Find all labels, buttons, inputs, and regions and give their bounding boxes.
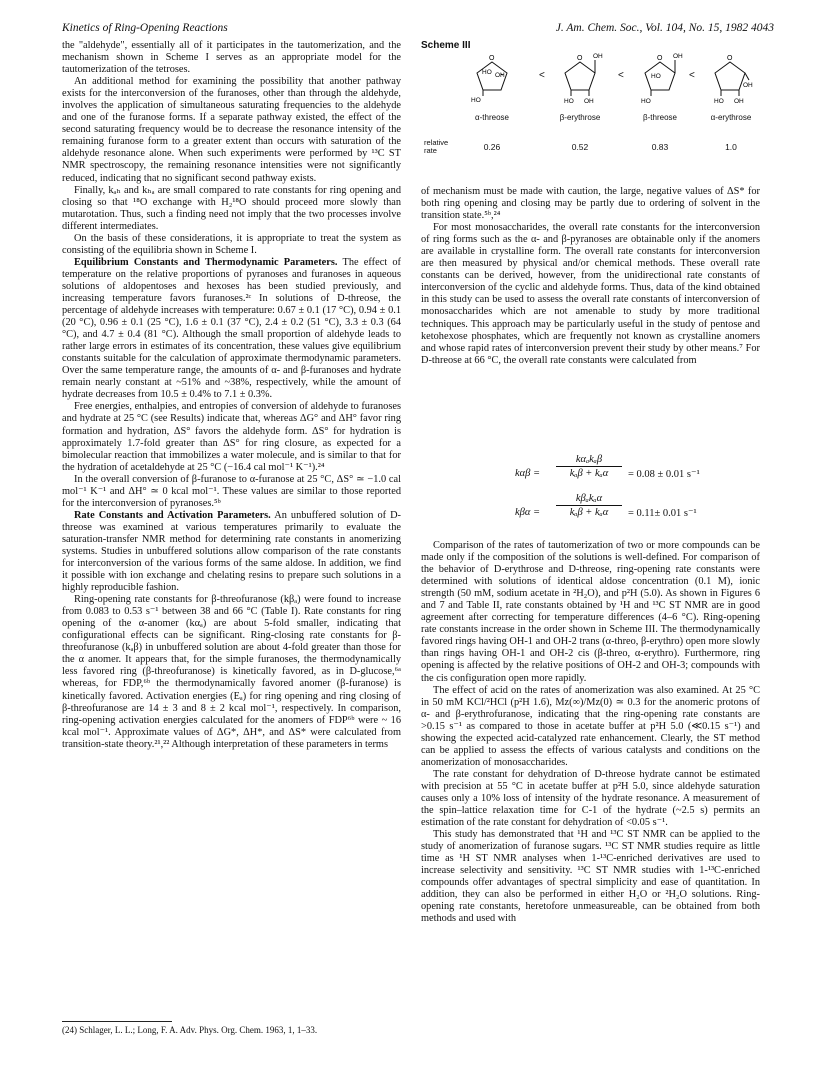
- left-column: [62, 40, 401, 751]
- beta-erythrose-structure: [555, 48, 605, 104]
- ho-label: HO: [651, 73, 661, 80]
- alpha-threose-structure: [467, 48, 517, 104]
- relative-rate-value: 1.0: [725, 142, 737, 152]
- equation-numerator: kβₐkₐα: [575, 493, 603, 504]
- equation-lhs: kβα =: [515, 507, 541, 518]
- paragraph: Finally, kₐₕ and kₕₐ are small compared to rate constants for ring opening and closing so that ¹⁸O exchange with H₂¹⁸O should proceed more slowly than mutarotation. Thus, such a finding need not imply that the two processes involve different intermediates.: [62, 184, 401, 232]
- paragraph: Free energies, enthalpies, and entropies of conversion of aldehyde to furanoses and hydrate at 25 °C (see Results) indicate that, whereas ΔG° and ΔH° favor ring formation and hydration, ΔS° favors the aldehyde form. ΔS° for hydration is approximately 1.7-fold greater than ΔS° for ring closure, as expected for a bimolecular reaction that immobilizes a water molecule, and is similar to that for the hydration of acetaldehyde at 25 °C (−16.4 cal mol⁻¹ K⁻¹).²⁴: [62, 401, 401, 473]
- paragraph: This study has demonstrated that ¹H and ¹³C ST NMR can be applied to the study of anomerization of furanose sugars. ¹³C ST NMR studies require as little time as ¹H ST NMR analyses when 1-¹³C-enriched derivatives are used to increase selectivity and sensitivity. ¹³C ST NMR studies with 1-¹³C-enriched compounds offer advantages of spectral simplicity and ease of quantitation. In addition, they can also be performed in either H₂O or ²H₂O solutions. Ring-opening rate constants, heretofore unmeasureable, can be obtained from both methods and used with: [421, 829, 760, 925]
- running-header-citation: J. Am. Chem. Soc., Vol. 104, No. 15, 1982 4043: [555, 22, 774, 34]
- compound-name: α-threose: [475, 113, 509, 122]
- oh-label: OH: [673, 53, 683, 60]
- section-heading: Rate Constants and Activation Parameters.: [74, 509, 271, 521]
- ring-oxygen-label: O: [657, 55, 663, 62]
- section-paragraph: [62, 257, 401, 402]
- ho-label: HO: [564, 98, 574, 104]
- beta-threose-structure: [635, 48, 685, 104]
- paragraph: Comparison of the rates of tautomerization of two or more compounds can be made only if the composition of the solutions is well-defined. For comparison of the behavior of D-erythrose and D-threose, ring-opening rate constants were determined with solutions of identical aldose concentration (0.1 M), ionic strength (50 mM, sodium acetate in ²H₂O), and p²H (5.0). As shown in Figures 6 and 7 and Table II, rate constants obtained by ¹H and ¹³C ST NMR are in good agreement after correcting for temperature differences (4–6 °C). Ring-opening rate constants increase in the order shown in Scheme III. The thermodynamically favored rings having OH-1 and OH-2 trans (α-threo, β-erythro) open more slowly than rings having OH-1 and OH-2 cis (β-threo, α-erythro). Furthermore, ring opening is affected by the relative positions of OH-2 and OH-3; compounds with the cis configuration open more rapidly.: [421, 540, 760, 684]
- section-heading: Equilibrium Constants and Thermodynamic Parameters.: [74, 256, 338, 268]
- relative-rate-value: 0.83: [651, 142, 669, 152]
- oh-label: OH: [593, 53, 603, 60]
- paragraph: The rate constant for dehydration of D-threose hydrate cannot be estimated with precision at 55 °C in acetate buffer at p²H 5.0, since aldehyde saturation causes only a 10% loss of intensity of the hydrate resonance. A measurement of the spin–lattice relaxation time for C-1 of the hydrate (~2.5 s) permits an estimation of the rate constant for dehydration of <0.05 s⁻¹.: [421, 768, 760, 829]
- equation-rhs: = 0.11± 0.01 s⁻¹: [628, 508, 697, 519]
- oh-label: OH: [734, 98, 744, 104]
- alpha-erythrose-structure: [705, 48, 755, 104]
- paragraph: An additional method for examining the possibility that another pathway exists for the interconversion of the furanoses, other than through the aldehyde, involves the application of simultaneous saturating frequencies to the aldehyde and one of the furanose forms. If a separate pathway existed, the effect of the second saturating frequency would be to decrease the resonance intensity of the remaining furanose form to a greater extent than occurs with saturation of the aldehyde resonance alone. When such experiments were performed by ¹³C ST NMR spectroscopy, the remaining resonance intensities were not significantly reduced, indicating that no significant second pathway exists.: [62, 76, 401, 184]
- section-paragraph: [62, 510, 401, 594]
- relative-rate-label: relative rate: [424, 138, 449, 155]
- equation-lhs: kαβ =: [515, 468, 541, 479]
- scheme-figure: [421, 40, 760, 176]
- right-column-lower: [421, 540, 760, 926]
- less-than-sign: <: [689, 70, 695, 81]
- paragraph: of mechanism must be made with caution, the large, negative values of ΔS* for both ring opening and closing may be partly due to ordering of solvent in the transition state.⁵ᵇ,²⁴: [421, 186, 760, 222]
- scheme-title: Scheme III: [421, 40, 471, 51]
- paragraph: On the basis of these considerations, it is appropriate to treat the system as consisting of the equilibria shown in Scheme I.: [62, 232, 401, 256]
- equation-denominator: kₐβ + kₐα: [569, 468, 609, 479]
- equation-denominator: kₐβ + kₐα: [569, 507, 609, 518]
- oh-label: OH: [584, 98, 594, 104]
- equation-rhs: = 0.08 ± 0.01 s⁻¹: [628, 469, 700, 480]
- compound-name: β-threose: [643, 113, 677, 122]
- compound-name: α-erythrose: [710, 113, 752, 122]
- ho-label: HO: [482, 69, 492, 76]
- equation-numerator: kαₐkₐβ: [575, 454, 603, 465]
- ring-oxygen-label: O: [727, 55, 733, 62]
- oh-label: OH: [495, 72, 505, 79]
- less-than-sign: <: [618, 70, 624, 81]
- paragraph: For most monosaccharides, the overall rate constants for the interconversion of ring forms such as the α- and β-pyranoses are obtainable only if the anomers are available in crystalline form. The overall rate constants for interconversion are then measured by physical and/or chemical methods. These overall rate constants can be derived, however, from the unidirectional rate constants of interconversion of the cyclic and aldehyde forms. Thus, data of the kind obtained in this study can be used to assess the overall rate constants of interconversion of monosaccharides which are not amenable to study by more traditional techniques. This approach may be particularly useful in the study of pentose and ketohexose phosphates, which are frequently not known as crystalline anomers and whose rapid rates of interconversion prevent their study by other means.⁷ For D-threose at 66 °C, the overall rate constants were calculated from: [421, 222, 760, 366]
- ring-oxygen-label: O: [577, 55, 583, 62]
- ho-label: HO: [471, 97, 481, 104]
- paragraph-body: The effect of temperature on the relative proportions of pyranoses and furanoses in aqueous solutions of aldopentoses and hexoses has been studied previously, and increasing temperature favors furanoses.²ᶜ In solutions of D-threose, the percentage of aldehyde increases with temperature: 0.67 ± 0.1 (17 °C), 0.94 ± 0.1 (20 °C), 0.96 ± 0.1 (25 °C), 1.6 ± 0.1 (37 °C), 2.4 ± 0.2 (51 °C), 3.3 ± 0.3 (64 °C), and 4.7 ± 0.4 (81 °C). Although the small proportion of aldehyde leads to rather large errors in estimates of its concentration, these values give equilibrium constants suitable for the calculation of approximate thermodynamic parameters. Over the same temperature range, the amounts of α- and β-furanoses and hydrate remain nearly constant at ~51% and ~38%, respectively, while the amount of hydrate decreases from 10.5 ± 0.4% to 7.1 ± 0.3%.: [62, 256, 401, 401]
- running-header-title: Kinetics of Ring-Opening Reactions: [62, 22, 228, 34]
- less-than-sign: <: [539, 70, 545, 81]
- paragraph: Ring-opening rate constants for β-threofuranose (kβₐ) were found to increase from 0.083 to 0.53 s⁻¹ between 38 and 66 °C (Table I). Rate constants for ring opening of the α-anomer (kαₐ) are about 5-fold smaller, indicating that configurational effects can be significant. Ring-closing rate constants for β-threofuranose (kₐβ) in unbuffered solution are about 4-fold greater than those for the α anomer. It appears that, for the simple furanoses, the thermodynamically less favored ring (β-threofuranose) is kinetically favored, as in D-glucose,⁶ᵃ whereas, for FDP,⁶ᵇ the thermodynamically favored anomer (β-furanose) is kinetically favored. Activation energies (Eₐ) for ring opening and ring closing of β-threofuranose are 14 ± 3 and 8 ± 2 kcal mol⁻¹, respectively. In comparison, ring-opening activation energies calculated for the anomers of FDP⁶ᵇ were ~ 16 kcal mol⁻¹. Approximate values of ΔG*, ΔH*, and ΔS* were calculated from transition-state theory.²¹,²² Although interpretation of these parameters in terms: [62, 594, 401, 750]
- relative-rate-value: 0.52: [571, 142, 589, 152]
- compound-name: β-erythrose: [559, 113, 601, 122]
- footnote-rule: [62, 1021, 172, 1022]
- ho-label: HO: [714, 98, 724, 104]
- paragraph-body: An unbuffered solution of D-threose was examined at various temperatures primarily to evaluate the saturation-transfer NMR method for determining rate constants in anomerizing systems. Studies in unbuffered solutions allow comparison of the rate constants for interconversion of the various forms of the same aldose. In addition, we find it possible with ion exchange and chelating resins to prepare such solutions in a highly reproducible fashion.: [62, 509, 401, 594]
- equation-fraction: [556, 493, 622, 518]
- equation-fraction: [556, 454, 622, 479]
- ring-oxygen-label: O: [489, 55, 495, 62]
- paragraph: the "aldehyde", essentially all of it participates in the tautomerization, and the mechanism shown in Scheme I serves as an appropriate model for the tautomerization of the tetroses.: [62, 40, 401, 76]
- right-column-upper: [421, 186, 760, 367]
- paragraph: The effect of acid on the rates of anomerization was also examined. At 25 °C in 50 mM KCl/²HCl (p²H 1.6), Mz(∞)/Mz(0) ≃ 0.3 for the anomeric protons of α- and β-erythrofuranose, indicating that the ring-opening rate constants are >0.15 s⁻¹ as compared to those in acetate buffer at p²H 5.0 (≪0.15 s⁻¹) and showing the expected acid-catalyzed rate enhancement. Clearly, the ST method can be applied to assess the effects of various catalysts and conditions on the anomerization of monosaccharides.: [421, 684, 760, 768]
- oh-label: OH: [743, 82, 753, 89]
- footnote: (24) Schlager, L. L.; Long, F. A. Adv. Phys. Org. Chem. 1963, 1, 1–33.: [62, 1025, 318, 1035]
- relative-rate-value: 0.26: [483, 142, 501, 152]
- ho-label: HO: [641, 98, 651, 104]
- paragraph: In the overall conversion of β-furanose to α-furanose at 25 °C, ΔS° ≃ −1.0 cal mol⁻¹ K⁻¹ and ΔH° ≃ 0 kcal mol⁻¹. These values are similar to those reported for the interconversion of pyranoses.⁵ᵇ: [62, 473, 401, 509]
